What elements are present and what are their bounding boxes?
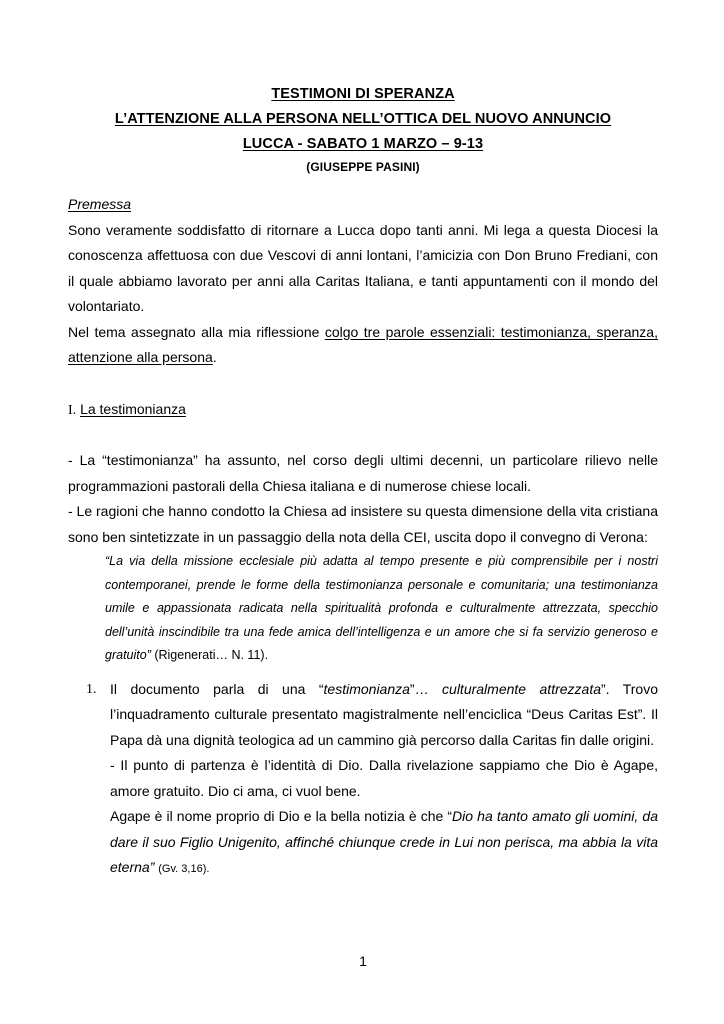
text-run: ”. Trovo l’inquadramento culturale presentato magistralmente nell’enciclica “Deus Caritas Est”. Il Papa dà una dignità teologica ad un cammino già percorso dalla Caritas fin dalle origini. xyxy=(110,680,659,748)
text-run: (Gv. 3,16). xyxy=(158,863,210,875)
text-run: Nel tema assegnato alla mia riflessione xyxy=(68,323,325,340)
block-premessa xyxy=(68,192,658,218)
text-run: Premessa xyxy=(68,196,132,212)
text-run: ” xyxy=(149,859,159,875)
text-run: colgo tre parole essenziali: testimonianza, speranza, attenzione alla persona xyxy=(68,323,658,365)
title-line-text: (GIUSEPPE PASINI) xyxy=(306,160,420,174)
text-run: I. xyxy=(68,402,77,418)
text-run: La testimonianza xyxy=(80,400,186,417)
document-title-block xyxy=(68,82,658,178)
text-run: - Il punto di partenza è l’identità di Dio. Dalla rivelazione sappiamo che Dio è Agape, amore gratuito. Dio ci ama, ci vuol bene. xyxy=(110,757,658,799)
text-run: Il documento parla di una “ xyxy=(110,680,324,697)
title-line xyxy=(68,132,658,157)
block-para xyxy=(68,320,658,371)
title-line-text: LUCCA - SABATO 1 MARZO – 9-13 xyxy=(242,136,484,152)
text-run: “La via della missione ecclesiale più adatta al tempo presente e più comprensibile per i nostri contemporanei, prende le forme della testimonianza personale e comunitaria; una testimonianza umile e appassionata radicata nella spiritualità profonda e culturalmente attrezzata, specchio dell’unità inscindibile tra una fede amica dell’intelligenza e un amore che si fa servizio generoso e gratuito” xyxy=(105,554,658,662)
block-para xyxy=(68,499,658,550)
block-section xyxy=(68,397,658,424)
text-run: Agape è il nome proprio di Dio e la bella notizia è che “ xyxy=(110,808,453,824)
page-number: 1 xyxy=(359,953,367,969)
title-line-text: L’ATTENZIONE ALLA PERSONA NELL’OTTICA DEL NUOVO ANNUNCIO xyxy=(114,111,612,127)
title-line-text: TESTIMONI DI SPERANZA xyxy=(271,86,455,102)
text-run: - La “testimonianza” ha assunto, nel corso degli ultimi decenni, un particolare rilievo nelle programmazioni pastorali della Chiesa italiana e di numerose chiese locali. xyxy=(68,452,658,494)
text-run: . xyxy=(212,349,217,365)
text-run: ”… xyxy=(409,680,443,697)
list-item-text xyxy=(110,677,658,754)
list-number: 1. xyxy=(86,681,97,697)
text-run: culturalmente attrezzata xyxy=(442,680,601,697)
title-line xyxy=(68,107,658,132)
title-line xyxy=(68,82,658,107)
text-run: (Rigenerati… N. 11). xyxy=(154,648,269,662)
block-quote xyxy=(68,550,658,668)
block-para xyxy=(68,448,658,499)
text-run: Sono veramente soddisfatto di ritornare a Lucca dopo tanti anni. Mi lega a questa Diocesi la conoscenza affettuosa con due Vescovi di anni lontani, l’amicizia con Don Bruno Frediani, con il quale abbiamo lavorato per anni alla Caritas Italiana, e tanti appuntamenti con il mondo del volontariato. xyxy=(68,221,658,314)
text-run: testimonianza xyxy=(323,680,410,697)
title-line xyxy=(68,157,658,178)
text-run: Dio ha tanto amato gli uomini, da dare il suo Figlio Unigenito, affinché chiunque crede in Lui non perisca, ma abbia la vita eterna xyxy=(110,808,658,875)
block-numbered xyxy=(68,677,658,754)
block-cont xyxy=(68,753,658,804)
document-body xyxy=(68,192,658,883)
text-run: - Le ragioni che hanno condotto la Chiesa ad insistere su questa dimensione della vita cristiana sono ben sintetizzate in un passaggio della nota della CEI, uscita dopo il convegno di Verona: xyxy=(68,503,658,545)
block-cont xyxy=(68,804,658,883)
block-para xyxy=(68,218,658,320)
